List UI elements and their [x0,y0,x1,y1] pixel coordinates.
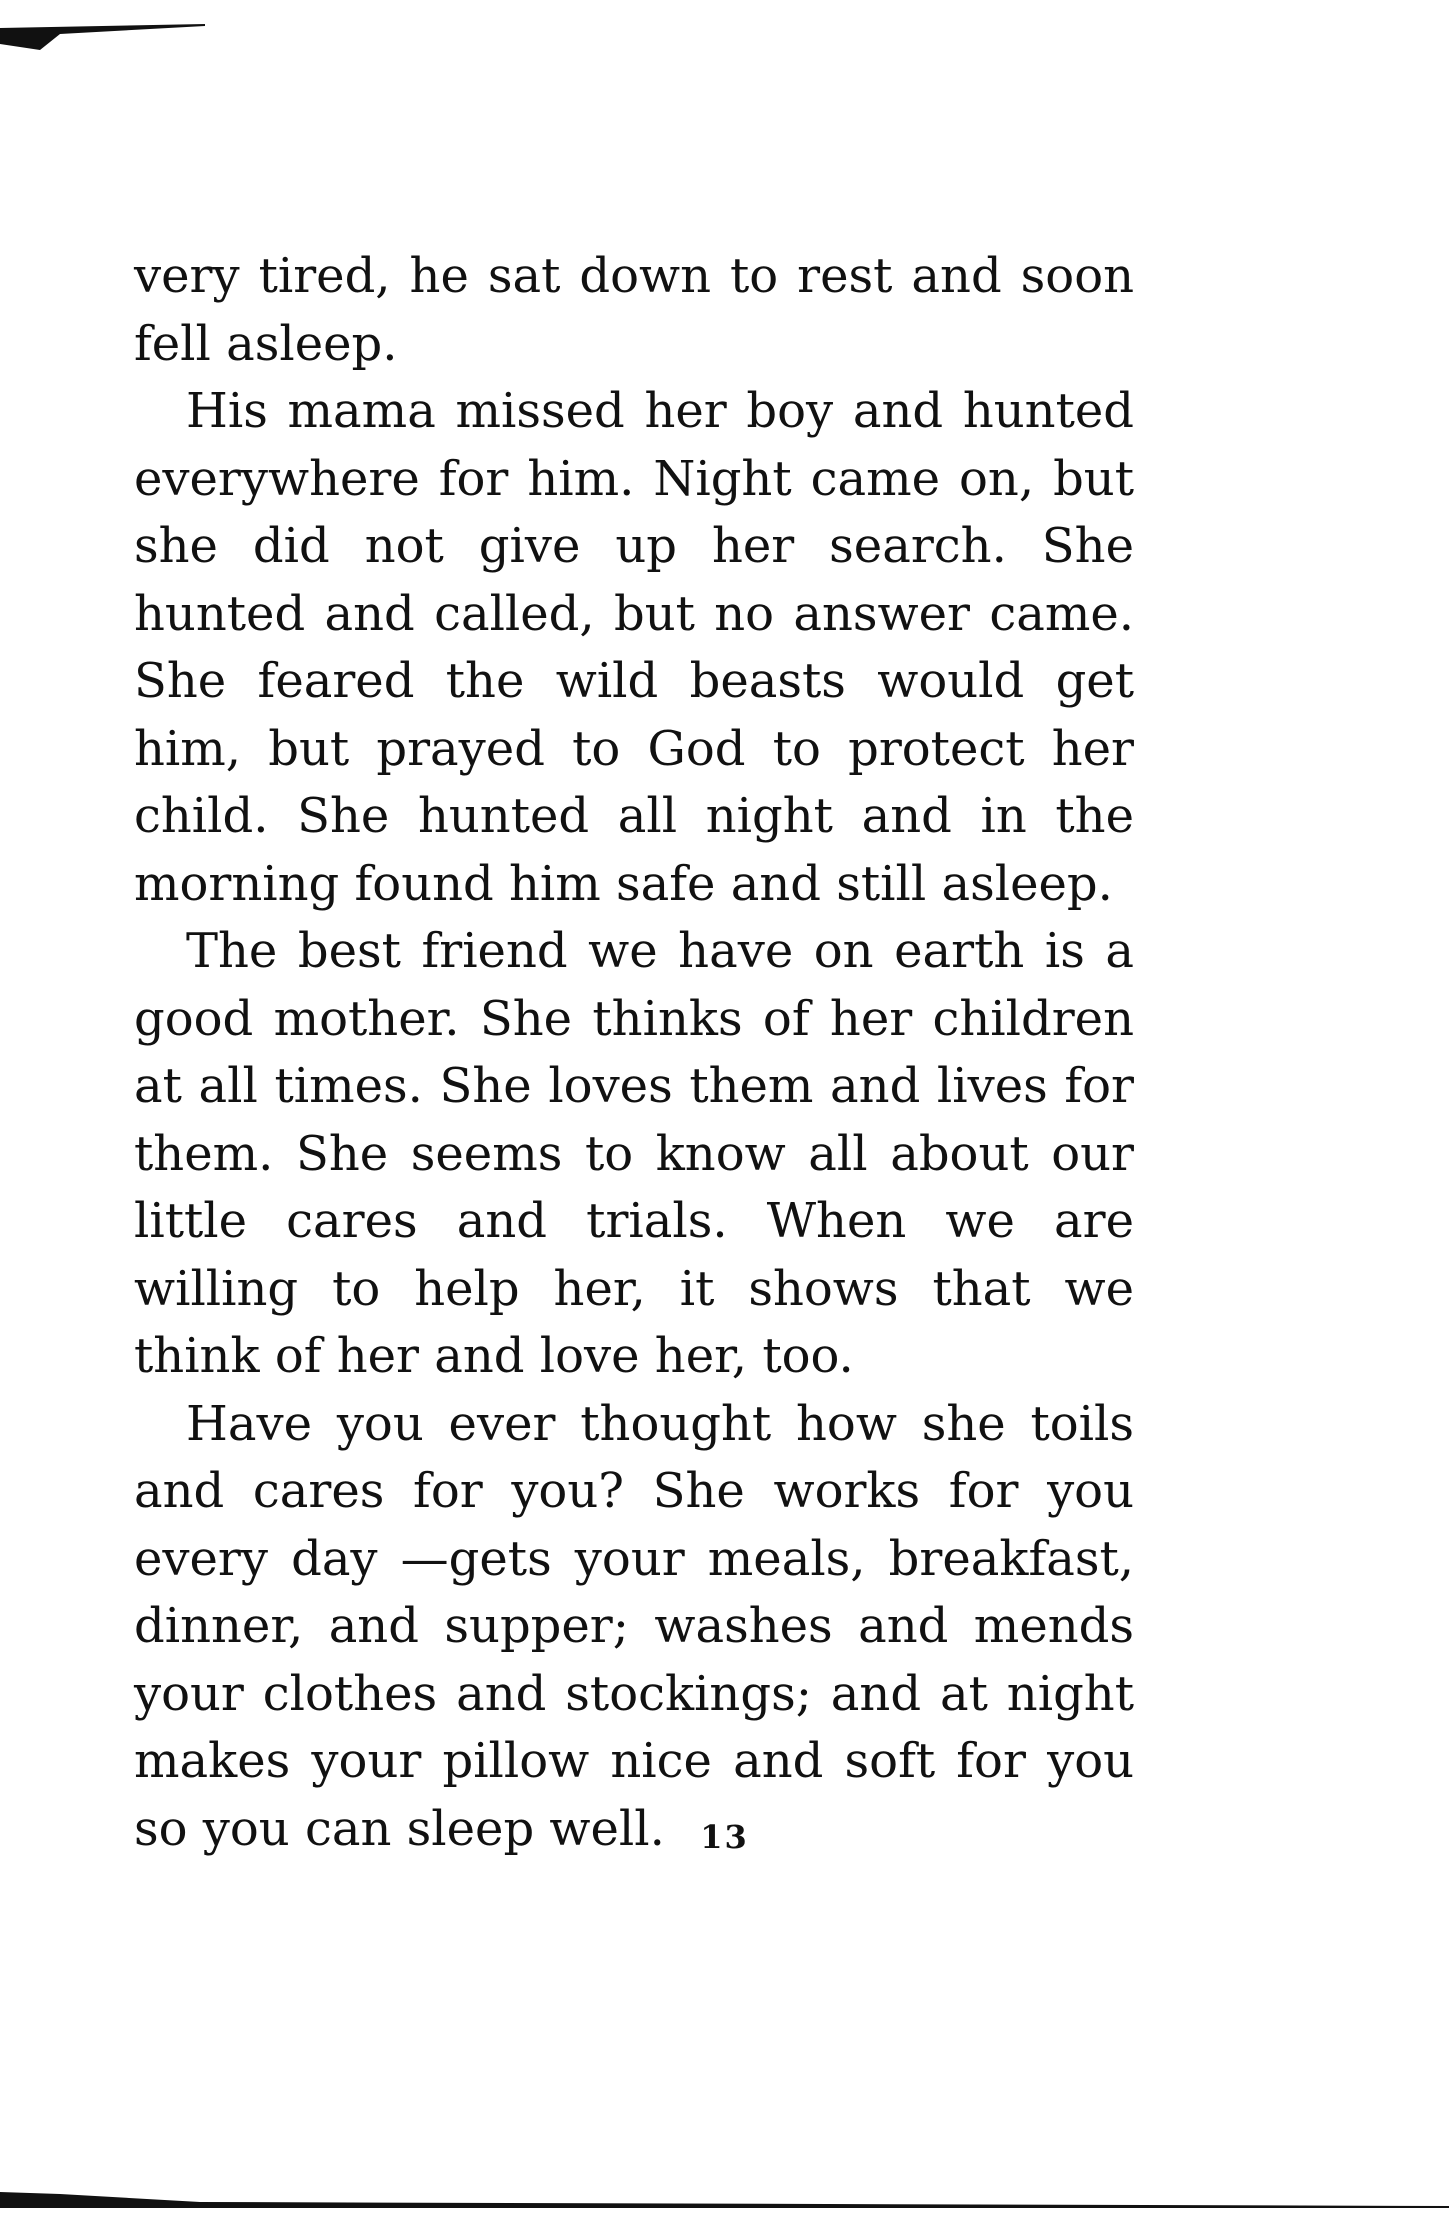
page-number: 13 [700,1818,749,1856]
paragraph-1: very tired, he sat down to rest and soon fell asleep. [134,248,1134,372]
scan-artifact-corner-mark [0,22,205,52]
scan-artifact-bottom-rule [0,2188,1449,2212]
paragraph-2: His mama missed her boy and hunted everywhere for him. Night came on, but she did not give up her search. She hunted and called, but no answer came. She feared the wild beasts would get him, but prayed to God to protect her child. She hunted all night and in the morning found him safe and still asleep. [134,383,1134,912]
paragraph-4: Have you ever thought how she toils and cares for you? She works for you every day —gets your meals, breakfast, dinner, and supper; washes and mends your clothes and stockings; and at night makes your pillow nice and soft for you so you can sleep well. [134,1395,1134,1857]
body-text [134,243,1134,1863]
paragraph-3: The best friend we have on earth is a good mother. She thinks of her children at all times. She loves them and lives for them. She seems to know all about our little cares and trials. When we are willing to help her, it shows that we think of her and love her, too. [134,923,1134,1384]
